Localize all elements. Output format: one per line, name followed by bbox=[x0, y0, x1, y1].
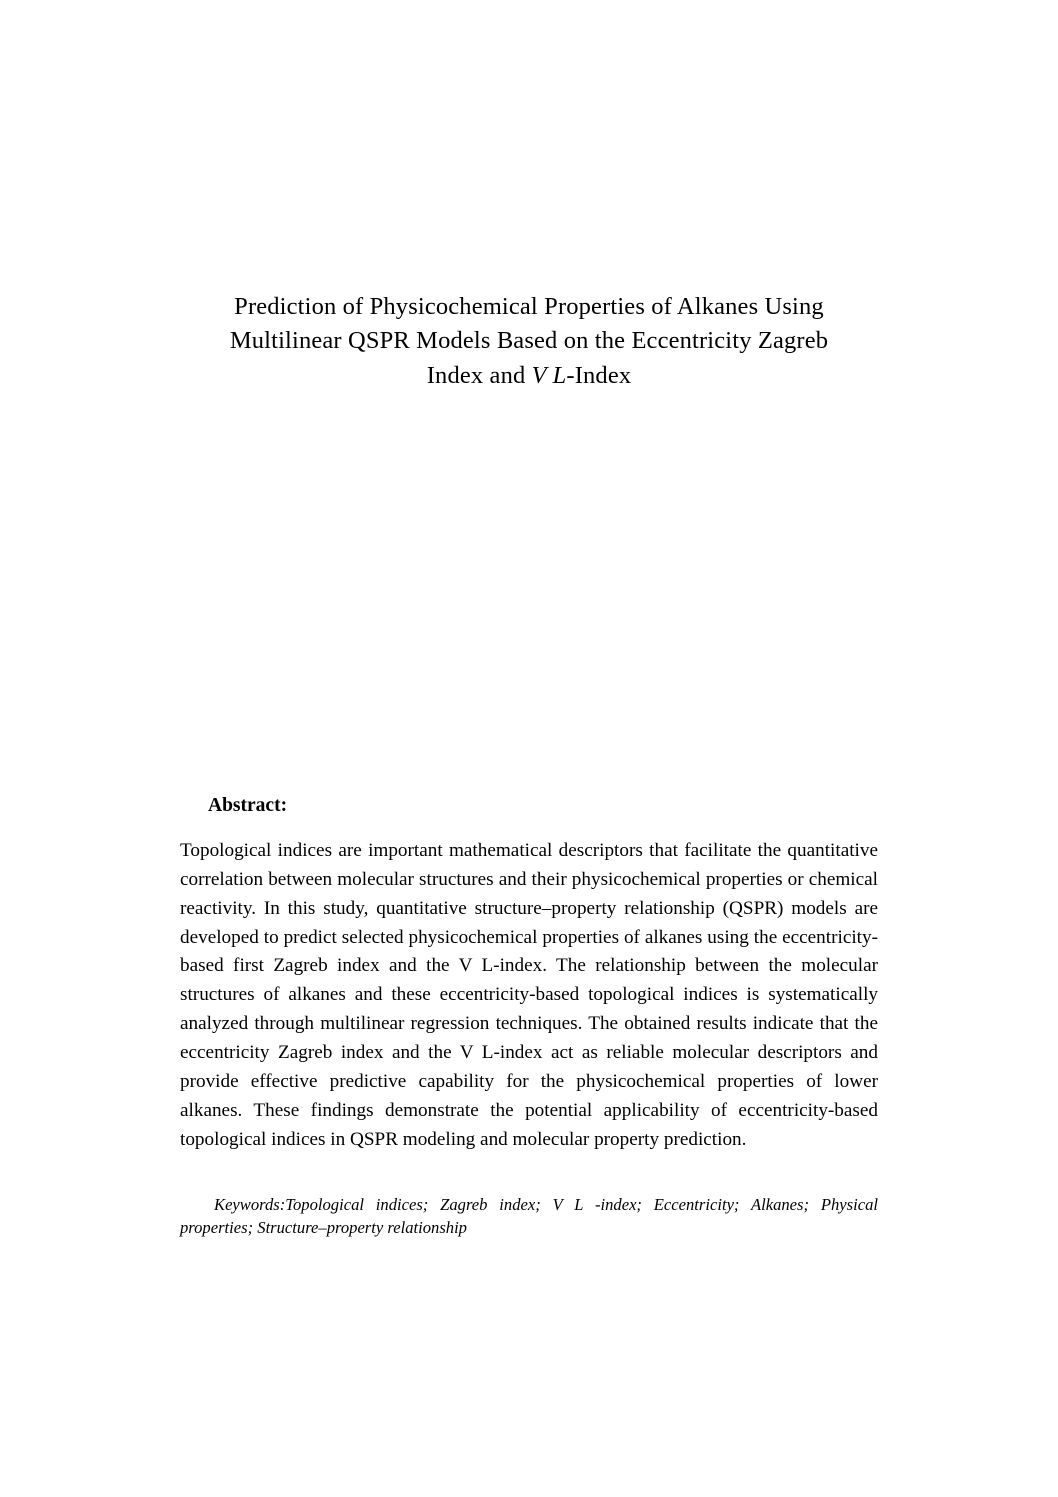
keywords-block bbox=[180, 1193, 878, 1240]
title-line-1: Prediction of Physicochemical Properties of Alkanes Using bbox=[234, 293, 824, 320]
abstract-paragraph: Topological indices are important mathematical descriptors that facilitate the quantitative correlation between molecular structures and their physicochemical properties or chemical reactivity. In this study, quantitative structure–property relationship (QSPR) models are developed to predict selected physicochemical properties of alkanes using the eccentricity-based first Zagreb index and the V L-index. The relationship between the molecular structures of alkanes and these eccentricity-based topological indices is systematically analyzed through multilinear regression techniques. The obtained results indicate that the eccentricity Zagreb index and the V L-index act as reliable molecular descriptors and provide effective predictive capability for the physicochemical properties of lower alkanes. These findings demonstrate the potential applicability of eccentricity-based topological indices in QSPR modeling and molecular property prediction. bbox=[180, 839, 878, 1150]
title-math-symbol: V L bbox=[531, 361, 567, 389]
page-content bbox=[180, 0, 878, 1240]
abstract-body bbox=[180, 837, 878, 1155]
title-line-3 bbox=[180, 359, 878, 393]
title-line-3-prefix: Index and bbox=[426, 361, 532, 389]
title-line-3-suffix: -Index bbox=[566, 361, 632, 389]
keywords-label: Keywords: bbox=[214, 1194, 286, 1214]
title-line-2: Multilinear QSPR Models Based on the Eccentricity Zagreb bbox=[229, 327, 829, 355]
abstract-heading: Abstract: bbox=[208, 794, 288, 816]
page-title bbox=[180, 290, 878, 393]
keywords-text: Topological indices; Zagreb index; V L -index; Eccentricity; Alkanes; Physical properties; Structure–property relationship bbox=[180, 1194, 878, 1238]
